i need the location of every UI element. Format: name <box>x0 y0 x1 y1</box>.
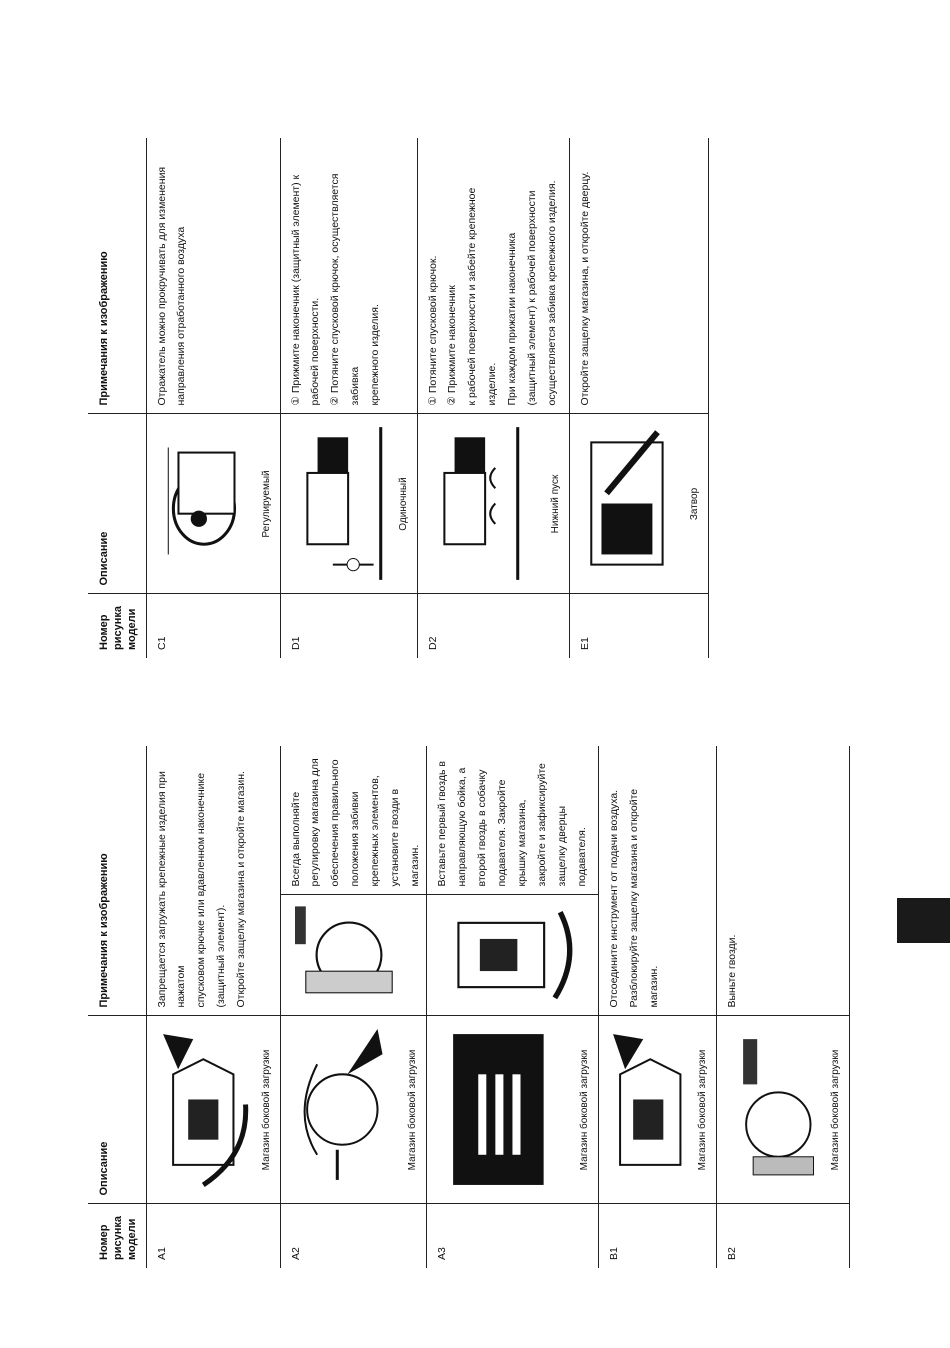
figure-cell <box>427 1016 599 1204</box>
row-number: A3 <box>427 1204 599 1268</box>
figure-caption: Магазин боковой загрузки <box>830 1049 842 1171</box>
remove-nails-illustration <box>723 1025 824 1196</box>
figure-cell <box>146 1016 280 1204</box>
note-line: ① Прижмите наконечник (защитный элемент) к <box>289 174 302 406</box>
table-row <box>717 746 850 1268</box>
note-line: направляющую бойка, а <box>456 767 468 887</box>
note-line: При каждом прижатии наконечника <box>506 232 519 406</box>
note-line: ① Потяните спусковой крючок. <box>426 255 439 406</box>
right-table <box>88 138 709 658</box>
table-row <box>146 138 280 658</box>
note-line: подавателя. Закройте <box>495 779 508 887</box>
note-line: крышку магазина, <box>515 799 528 887</box>
notes-split <box>427 746 598 1016</box>
figure-cell <box>717 1016 850 1204</box>
table-row <box>146 746 280 1268</box>
magazine-close-illustration <box>437 902 587 1010</box>
row-number: A2 <box>280 1204 427 1268</box>
left-table <box>88 746 850 1268</box>
row-number: D1 <box>280 594 417 658</box>
sub-figure <box>427 895 598 1016</box>
row-number: C1 <box>146 594 280 658</box>
magazine-adjust-illustration <box>287 1025 388 1196</box>
note-line: Выньте гвозди. <box>726 934 739 1008</box>
note-line: регулировку магазина для <box>309 758 322 887</box>
table-row <box>599 746 717 1268</box>
figure-cell <box>599 1016 717 1204</box>
note-line: магазин. <box>409 844 422 887</box>
figure-caption: Магазин боковой загрузки <box>697 1049 709 1171</box>
note-line: установите гвозди в <box>389 788 402 887</box>
header-notes: Примечания к изображению <box>88 746 146 1016</box>
note-line: к рабочей поверхности и забейте крепежное изделие. <box>466 187 499 406</box>
notes-cell <box>717 746 850 1016</box>
latch-illustration <box>576 423 678 586</box>
row-number: D2 <box>417 594 570 658</box>
nail-insert-illustration <box>433 1025 564 1196</box>
note-line: ② Прижмите наконечник <box>446 285 459 406</box>
figure-caption: Регулируемый <box>260 470 272 538</box>
note-line: положения забивки <box>349 791 362 887</box>
figure-caption: Магазин боковой загрузки <box>260 1049 272 1171</box>
note-line: Всегда выполняйте <box>289 791 302 887</box>
header-description: Описание <box>88 1016 146 1204</box>
row-number: E1 <box>570 594 709 658</box>
figure-cell <box>146 414 280 594</box>
figure-cell <box>280 1016 427 1204</box>
note-line: обеспечения правильного <box>329 759 342 887</box>
figure-caption: Затвор <box>689 487 701 521</box>
header-description: Описание <box>88 414 146 594</box>
note-line: закройте и зафиксируйте <box>535 763 548 887</box>
table-row <box>280 746 427 1268</box>
note-line: (защитный элемент) к рабочей поверхности <box>526 190 539 406</box>
right-table-header <box>88 138 146 658</box>
figure-cell <box>417 414 570 594</box>
notes-cell <box>599 746 717 1016</box>
figure-cell <box>570 414 709 594</box>
note-line: Разблокируйте защелку магазина и откройте магазин. <box>628 788 660 1008</box>
figure-caption: Магазин боковой загрузки <box>579 1049 591 1171</box>
notes-cell <box>570 138 709 414</box>
row-number: B1 <box>599 1204 717 1268</box>
note-line: рабочей поверхности. <box>309 297 322 406</box>
header-number: Номер рисунка модели <box>88 1204 146 1268</box>
notes-cell <box>417 138 570 414</box>
sub-text <box>427 746 598 895</box>
note-line: крепежного изделия. <box>369 304 382 406</box>
note-line: осуществляется забивка крепежного изделия. <box>546 180 559 406</box>
notes-cell <box>146 746 280 1016</box>
note-line: спусковом крючке или вдавленном наконечнике <box>195 772 208 1008</box>
header-number: Номер рисунка модели <box>88 594 146 658</box>
note-line: Вставьте первый гвоздь в <box>436 761 449 887</box>
sub-text <box>281 746 427 895</box>
single-fire-illustration <box>287 423 389 586</box>
notes-cell <box>146 138 280 414</box>
note-line: подавателя. <box>575 827 588 887</box>
left-table-header <box>88 746 146 1268</box>
notes-cell <box>280 138 417 414</box>
left-table-rotated <box>88 746 845 1268</box>
right-table-rotated <box>88 138 701 658</box>
note-line: второй гвоздь в собачку <box>475 769 488 887</box>
table-row <box>427 746 599 1268</box>
magazine-nails-illustration <box>289 902 409 1010</box>
table-row <box>570 138 709 658</box>
note-line: крепежных элементов, <box>369 775 382 887</box>
note-line: защелку дверцы <box>555 806 568 887</box>
bump-fire-illustration <box>424 423 526 586</box>
note-line: направления отработанного воздуха <box>175 226 188 406</box>
deflector-illustration <box>153 423 255 586</box>
note-line: Отсоедините инструмент от подачи воздуха. <box>608 789 621 1008</box>
note-line: Запрещается загружать крепежные изделия при нажатом <box>155 771 188 1008</box>
table-row <box>417 138 570 658</box>
figure-caption: Магазин боковой загрузки <box>407 1049 419 1171</box>
note-line: Отражатель можно прокручивать для изменения <box>155 166 168 406</box>
notes-split <box>281 746 427 1016</box>
sub-figure <box>281 895 427 1016</box>
note-line: ② Потяните спусковой крючок, осуществляется забивка <box>329 173 362 406</box>
figure-caption: Нижний пуск <box>550 474 562 534</box>
figure-cell <box>280 414 417 594</box>
nailer-magazine-illustration <box>153 1025 254 1196</box>
row-number: A1 <box>146 1204 280 1268</box>
table-row <box>280 138 417 658</box>
figure-caption: Одиночный <box>397 477 409 531</box>
section-tab-marker <box>897 898 950 943</box>
note-line: (защитный элемент). <box>215 904 228 1008</box>
notes-cell <box>427 746 599 1016</box>
magazine-unlock-illustration <box>605 1025 696 1196</box>
note-line: Откройте защелку магазина, и откройте дверцу. <box>579 171 592 406</box>
note-line: Откройте защелку магазина и откройте магазин. <box>235 771 248 1008</box>
notes-cell <box>280 746 427 1016</box>
row-number: B2 <box>717 1204 850 1268</box>
header-notes: Примечания к изображению <box>88 138 146 414</box>
